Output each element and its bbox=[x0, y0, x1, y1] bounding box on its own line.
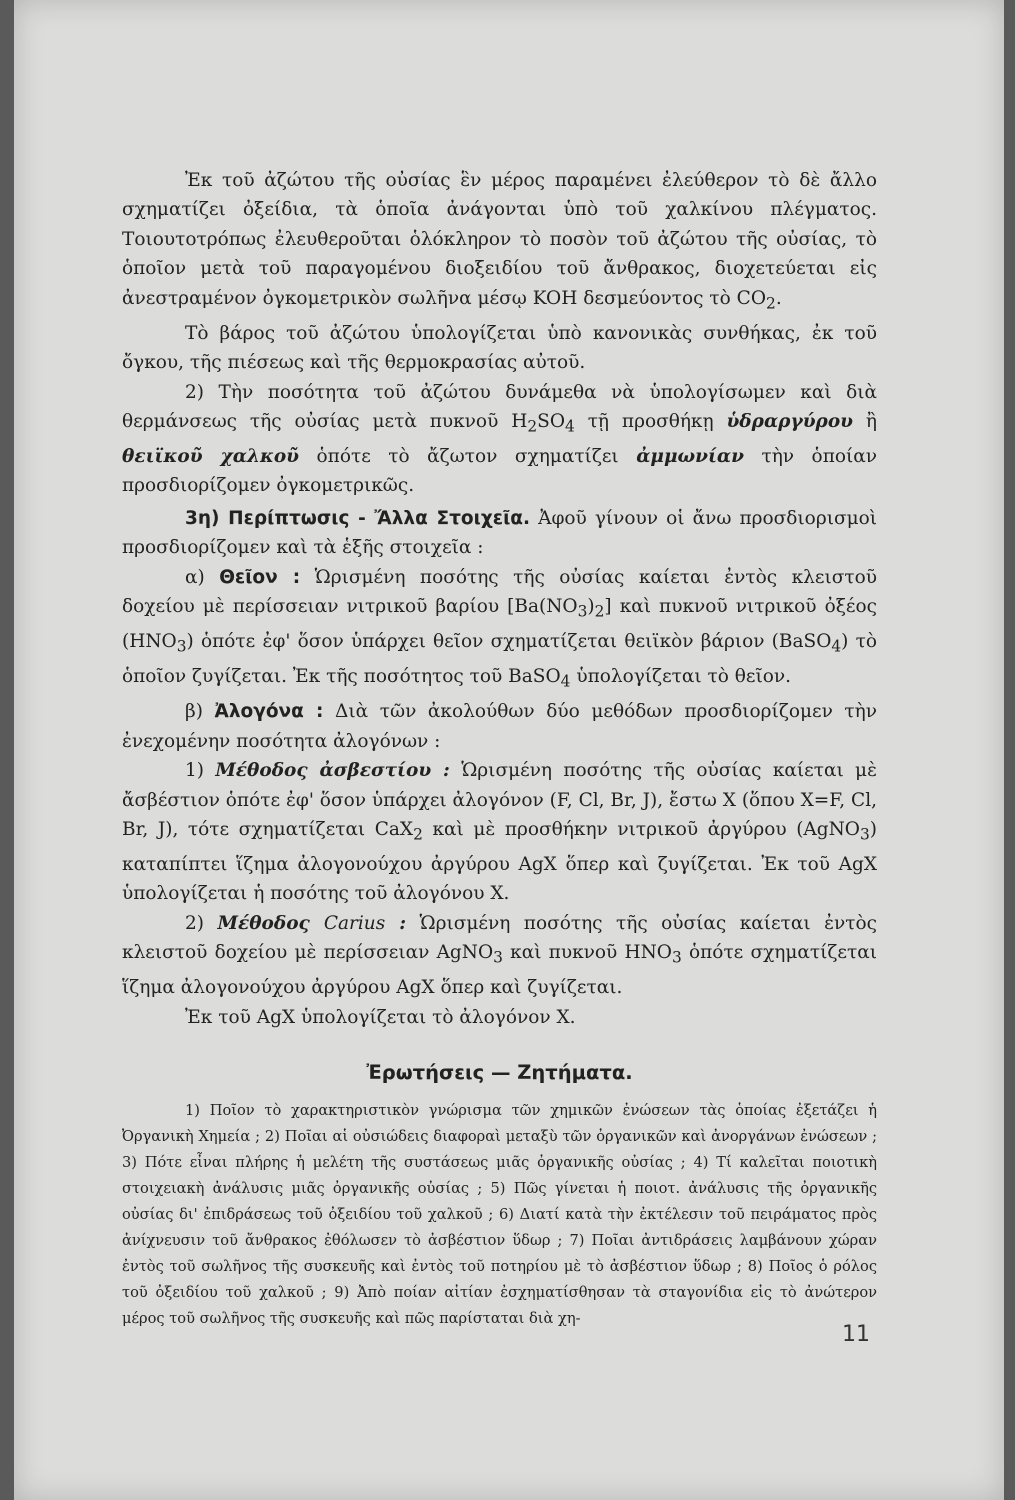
text-run: α) bbox=[185, 566, 220, 588]
text-run: τῇ προσθήκῃ bbox=[574, 410, 727, 432]
subscript: 2 bbox=[594, 602, 605, 621]
subscript: 4 bbox=[565, 417, 575, 436]
subscript: 3 bbox=[493, 948, 503, 967]
text-run: τὴν ὁποίαν προσδιορίζομεν ὀγκομετρικῶς. bbox=[122, 446, 877, 497]
subscript: 2 bbox=[766, 294, 776, 313]
text-run: Ἐκ τοῦ ἀζώτου τῆς οὐσίας ἓν μέρος παραμένει ἐλεύθερον τὸ δὲ ἄλλο σχηματίζει ὀξείδια, τὰ ὁποῖα ἀνάγονται ὑπὸ τοῦ χαλκίνου πλέγματος. Τοιουτοτρόπως ἐλευθεροῦται ὁλόκληρον τὸ ποσὸν τοῦ ἀζώτου τῆς οὐσίας, τὸ ὁποῖον μετὰ τοῦ παραγομένου διοξειδίου τοῦ ἄνθρακος, διοχετεύεται εἰς ἀνεστραμένον ὀγκομετρικὸν σωλῆνα μέσῳ KOH δεσμεύοντος τὸ CO bbox=[122, 170, 877, 309]
carius-method-label: Μέθοδος bbox=[217, 912, 324, 934]
text-run: 2) Τὴν ποσότητα τοῦ ἀζώτου δυνάμεθα νὰ ὑπολογίσωμεν καὶ διὰ θερμάνσεως τῆς οὐσίας μετὰ πυκνοῦ H bbox=[122, 381, 877, 432]
subscript: 3 bbox=[859, 825, 870, 844]
paragraph-halogens bbox=[122, 697, 877, 756]
text-run: ἢ bbox=[853, 410, 877, 432]
paragraph-nitrogen-release bbox=[122, 166, 877, 319]
paragraph-method-2 bbox=[122, 378, 877, 501]
text-run: 1) bbox=[185, 760, 216, 782]
paragraph-calcium-method bbox=[122, 756, 877, 909]
text-run: ) bbox=[587, 596, 595, 618]
case-3-heading: 3η) Περίπτωσις - Ἄλλα Στοιχεῖα. bbox=[185, 507, 531, 529]
emphasis-ammonia: ἀμμωνίαν bbox=[636, 446, 744, 468]
subscript: 3 bbox=[577, 602, 588, 621]
page-number: 11 bbox=[842, 1322, 870, 1347]
book-page bbox=[14, 0, 1004, 1500]
calcium-method-label: Μέθοδος ἀσβεστίου : bbox=[215, 760, 450, 782]
paragraph-case-3 bbox=[122, 504, 877, 563]
subscript: 4 bbox=[831, 637, 842, 656]
sulfur-label: Θεῖον : bbox=[219, 566, 301, 588]
text-run: Ὡρισμένη ποσότης τῆς οὐσίας καίεται ἐντὸς κλειστοῦ δοχείου μὲ περίσσειαν AgNO bbox=[122, 912, 877, 964]
main-text bbox=[122, 166, 877, 1332]
paragraph-nitrogen-weight: Τὸ βάρος τοῦ ἀζώτου ὑπολογίζεται ὑπὸ κανονικὰς συνθήκας, ἐκ τοῦ ὄγκου, τῆς πιέσεως καὶ τῆς θερμοκρασίας αὐτοῦ. bbox=[122, 322, 877, 374]
halogens-label: Ἀλογόνα : bbox=[214, 701, 324, 723]
subscript: 4 bbox=[560, 672, 571, 691]
subscript: 3 bbox=[671, 948, 682, 967]
emphasis-copper-sulfate: θειϊκοῦ χαλκοῦ bbox=[122, 446, 300, 468]
text-run: καὶ μὲ προσθήκην νιτρικοῦ ἀργύρου (AgNO bbox=[422, 818, 860, 840]
subscript: 2 bbox=[413, 825, 423, 844]
text-run: . bbox=[775, 287, 782, 309]
paragraph-carius-method bbox=[122, 909, 877, 1003]
text-run: ) καταπίπτει ἵζημα ἀλογονούχου ἀργύρου AgX ὅπερ καὶ ζυγίζεται. Ἐκ τοῦ AgX ὑπολογίζεται ἡ ποσότης τοῦ ἀλογόνου X. bbox=[122, 818, 877, 905]
text-run: ὑπολογίζεται τὸ θεῖον. bbox=[570, 666, 792, 688]
text-run: καὶ πυκνοῦ HNO bbox=[502, 942, 672, 964]
text-run: SO bbox=[537, 410, 565, 432]
subscript: 2 bbox=[527, 417, 538, 436]
text-run: β) bbox=[185, 701, 215, 723]
questions-heading: Ἐρωτήσεις — Ζητήματα. bbox=[366, 1061, 633, 1085]
text-run: Διὰ τῶν ἀκολούθων δύο μεθόδων προσδιορίζομεν τὴν ἐνεχομένην ποσότητα ἀλογόνων : bbox=[122, 701, 877, 752]
text-run: ὁπότε σχηματίζεται ἵζημα ἀλογονούχου ἀργύρου AgX ὅπερ καὶ ζυγίζεται. bbox=[122, 942, 877, 999]
text-run: ὁπότε τὸ ἄζωτον σχηματίζει bbox=[299, 446, 637, 468]
text-run: Ὡρισμένη ποσότης τῆς οὐσίας καίεται μὲ ἄσβέστιον ὁπότε ἐφ' ὅσον ὑπάρχει ἀλογόνον (F, Cl, Br, J), ἔστω X (ὅπου X=F, Cl, Br, J), τότε σχηματίζεται CaX bbox=[122, 760, 877, 840]
emphasis-mercury: ὑδραργύρου bbox=[726, 410, 854, 432]
questions-list: 1) Ποῖον τὸ χαρακτηριστικὸν γνώρισμα τῶν χημικῶν ἐνώσεων τὰς ὁποίας ἐξετάζει ἡ Ὀργανικὴ Χημεία ; 2) Ποῖαι αἱ οὐσιώδεις διαφοραὶ μεταξὺ τῶν ὀργανικῶν καὶ ἀνοργάνων ἐνώσεων ; 3) Πότε εἶναι πλήρης ἡ μελέτη τῆς συστάσεως μιᾶς ὀργανικῆς οὐσίας ; 4) Τί καλεῖται ποιοτικὴ στοιχειακὴ ἀνάλυσις μιᾶς ὀργανικῆς οὐσίας ; 5) Πῶς γίνεται ἡ ποιοτ. ἀνάλυσις τῆς ὀργανικῆς οὐσίας δι' ἐπιδράσεως τοῦ ὀξειδίου τοῦ χαλκοῦ ; 6) Διατί κατὰ τὴν ἐκτέλεσιν τοῦ πειράματος πρὸς ἀνίχνευσιν τοῦ ἄνθρακος ἐθόλωσεν τὸ ἀσβέστιον ὕδωρ ; 7) Ποῖαι ἀντιδράσεις λαμβάνουν χώραν ἐντὸς τοῦ σωλῆνος τῆς συσκευῆς καὶ ἐντὸς τοῦ ποτηρίου μὲ τὸ ἀσβέστιον ὕδωρ ; 8) Ποῖος ὁ ρόλος τοῦ ὀξειδίου τοῦ χαλκοῦ ; 9) Ἀπὸ ποίαν αἰτίαν ἐσχηματίσθησαν τὰ σταγονίδια εἰς τὸ ἀνώτερον μέρος τοῦ σωλῆνος τῆς συσκευῆς καὶ πῶς παρίσταται διὰ χη- bbox=[122, 1101, 877, 1327]
paragraph-final: Ἐκ τοῦ AgX ὑπολογίζεται τὸ ἀλογόνον X. bbox=[185, 1006, 576, 1028]
text-run: : bbox=[385, 912, 407, 934]
subscript: 3 bbox=[176, 637, 187, 656]
text-run: ) ὁπότε ἐφ' ὅσον ὑπάρχει θεῖον σχηματίζεται θειϊκὸν βάριον (BaSO bbox=[186, 631, 832, 653]
text-run: ) τὸ ὁποῖον ζυγίζεται. Ἐκ τῆς ποσότητος τοῦ BaSO bbox=[122, 631, 877, 688]
text-run: Ἀφοῦ γίνουν οἱ ἄνω προσδιορισμοὶ προσδιορίζομεν καὶ τὰ ἑξῆς στοιχεῖα : bbox=[122, 507, 877, 559]
text-run: 2) bbox=[185, 912, 218, 934]
paragraph-sulfur bbox=[122, 563, 877, 698]
text-run: ] καὶ πυκνοῦ νιτρικοῦ ὀξέος (HNO bbox=[122, 596, 877, 653]
text-run: Ὡρισμένη ποσότης τῆς οὐσίας καίεται ἐντὸς κλειστοῦ δοχείου μὲ περίσσειαν νιτρικοῦ βαρίου [Ba(NO bbox=[122, 566, 877, 618]
carius-name: Carius bbox=[323, 912, 386, 934]
